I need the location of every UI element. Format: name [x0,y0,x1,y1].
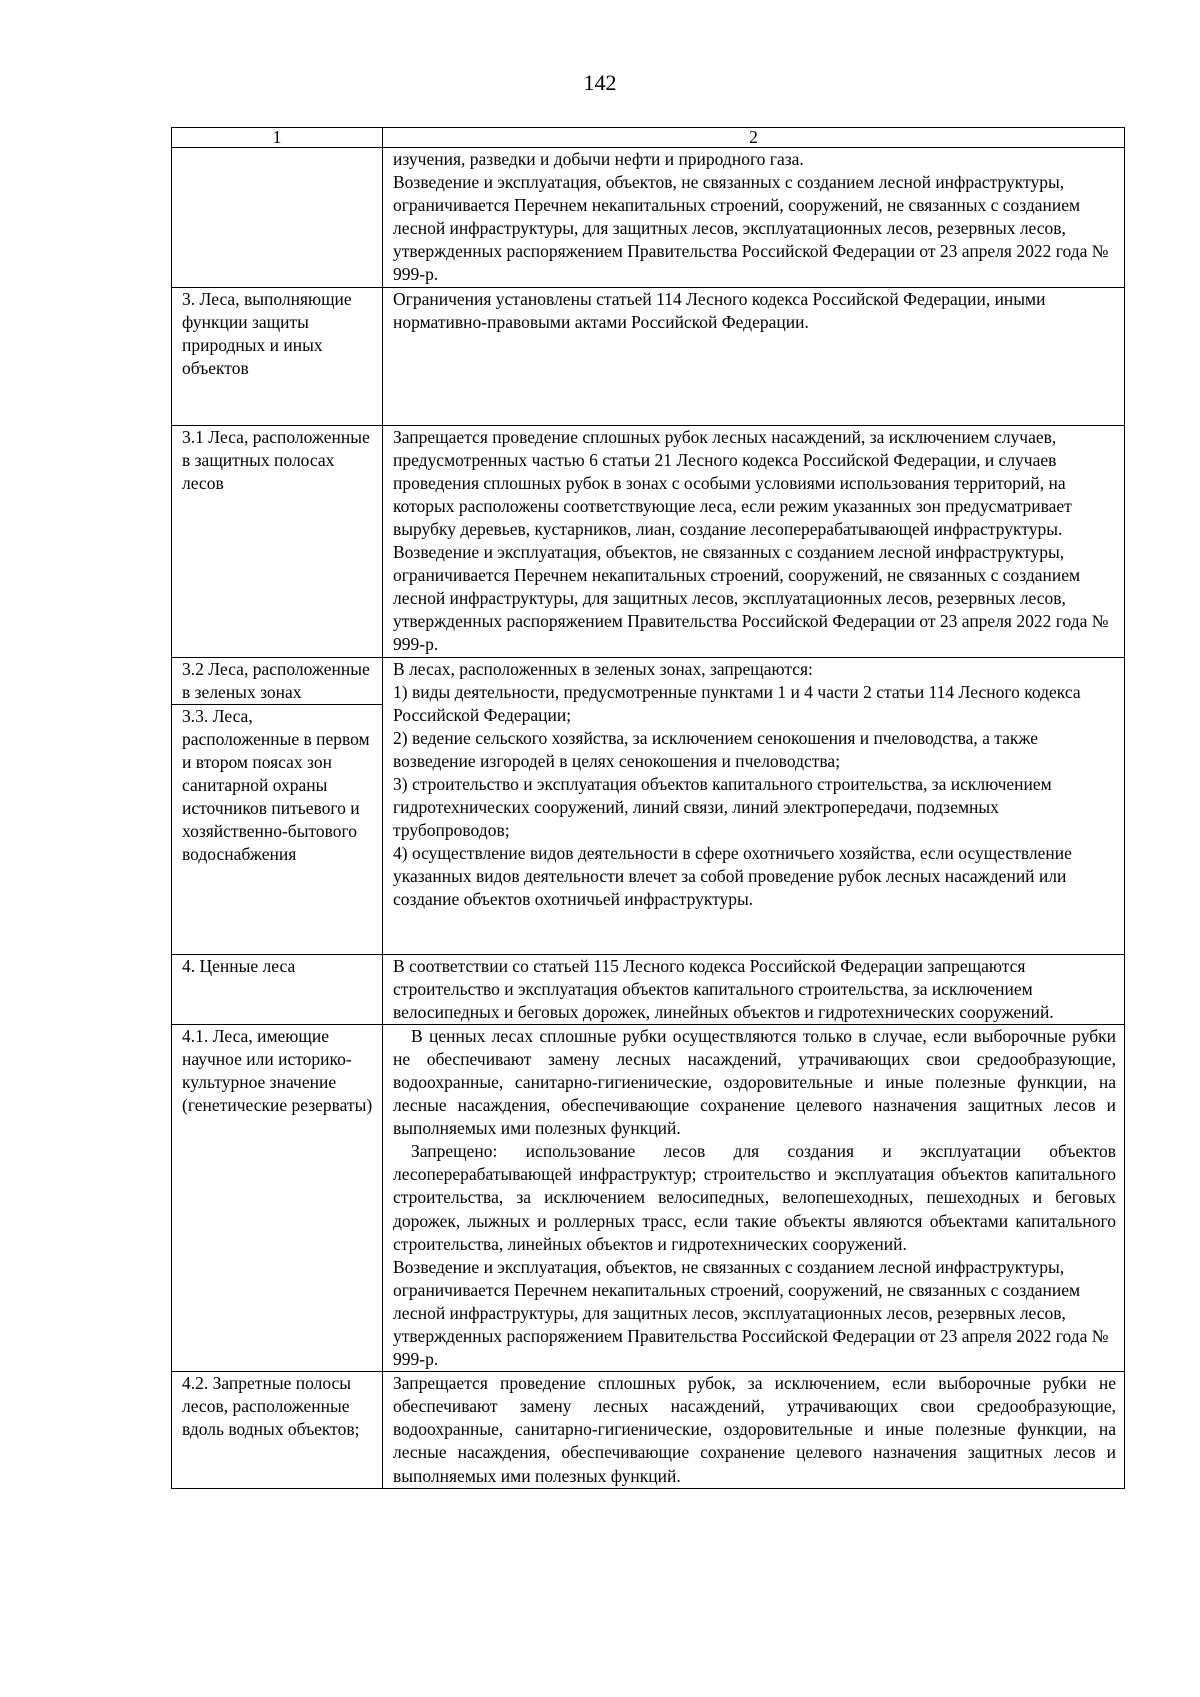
row-description-cell [383,954,1125,1024]
paragraph: Возведение и эксплуатация, объектов, не связанных с созданием лесной инфраструктуры, ограничивается Перечнем некапитальных строений, сооружений, не связанных с созданием лесной инфраструктуры, для защитных лесов, эксплуатационных лесов, резервных лесов, утвержденных распоряжением Правительства Российской Федерации от 23 апреля 2022 года № 999-р. [393,1256,1109,1370]
list-item: 1) виды деятельности, предусмотренные пунктами 1 и 4 части 2 статьи 114 Лесного кодекса Российской Федерации; [393,681,1081,725]
row-category-cell: 4.2. Запретные полосы лесов, расположенные вдоль водных объектов; [172,1372,383,1488]
paragraph: Запрещается проведение сплошных рубок лесных насаждений, за исключением случаев, предусмотренных частью 6 статьи 21 Лесного кодекса Российской Федерации, и случаев проведения сплошных рубок в зонах с особыми условиями использования территорий, на которых расположены соответствующие леса, если режим указанных зон предусматривает вырубку деревьев, кустарников, лиан, создание лесоперерабатывающей инфраструктуры. [393,426,1072,539]
table-row [172,657,1125,954]
paragraph: В ценных лесах сплошные рубки осуществляются только в случае, если выборочные рубки не обеспечивают замену лесных насаждений, утрачивающих свои средообразующие, водоохранные, санитарно-гигиенические, оздоровительные и иные полезные функции, на лесные насаждения, обеспечивающие сохранение целевого назначения защитных лесов и выполняемых ими полезных функций. [393,1025,1116,1139]
table-row [172,1372,1125,1488]
paragraph: Запрещено: использование лесов для создания и эксплуатации объектов лесоперерабатывающей инфраструктур; строительство и эксплуатация объектов капитального строительства, за исключением велосипедных, велопешеходных, пешеходных и беговых дорожек, лыжных и роллерных трасс, если такие объекты являются объектами капитального строительства, линейных объектов и гидротехнических сооружений. [393,1141,1116,1254]
list-item: 3) строительство и эксплуатация объектов капитального строительства, за исключением гидротехнических сооружений, линий связи, линий электропередачи, подземных трубопроводов; [393,773,1052,841]
row-description-cell [383,425,1125,657]
list-item: 2) ведение сельского хозяйства, за исключением сенокошения и пчеловодства, а также возведение изгородей в целях сенокошения и пчеловодства; [393,727,1039,771]
header-cell-1: 1 [172,128,383,148]
row-category-cell [172,148,383,288]
paragraph: Ограничения установлены статьей 114 Лесного кодекса Российской Федерации, иными нормативно-правовыми актами Российской Федерации. [393,288,1046,332]
row-description-cell [383,657,1125,954]
category-green-zones: 3.2 Леса, расположенные в зеленых зонах [182,658,370,702]
table-row [172,954,1125,1024]
row-category-cell: 3.1 Леса, расположенные в защитных полосах лесов [172,425,383,657]
row-description-cell [383,1372,1125,1488]
list-item: 4) осуществление видов деятельности в сфере охотничьего хозяйства, если осуществление указанных видов деятельности влечет за собой проведение рубок лесных насаждений или создание объектов охотничьей инфраструктуры. [393,843,1072,910]
page-number: 142 [583,70,617,95]
category-sanitary-zones: 3.3. Леса, расположенные в первом и втором поясах зон санитарной охраны источников питьевого и хозяйственно-бытового водоснабжения [172,704,382,867]
row-category-cell: 4.1. Леса, имеющие научное или историко-культурное значение (генетические резерваты) [172,1024,383,1371]
table-header-row [172,128,1125,148]
row-description-cell [383,1024,1125,1371]
paragraph: Возведение и эксплуатация, объектов, не связанных с созданием лесной инфраструктуры, ограничивается Перечнем некапитальных строений, сооружений, не связанных с созданием лесной инфраструктуры, для защитных лесов, эксплуатационных лесов, резервных лесов, утвержденных распоряжением Правительства Российской Федерации от 23 апреля 2022 года № 999-р. [393,172,1109,285]
paragraph: В соответствии со статьей 115 Лесного кодекса Российской Федерации запрещаются строительство и эксплуатация объектов капитального строительства, за исключением велосипедных и беговых дорожек, линейных объектов и гидротехнических сооружений. [393,955,1054,1022]
table-row [172,148,1125,288]
paragraph: Возведение и эксплуатация, объектов, не связанных с созданием лесной инфраструктуры, ограничивается Перечнем некапитальных строений, сооружений, не связанных с созданием лесной инфраструктуры, для защитных лесов, эксплуатационных лесов, резервных лесов, утвержденных распоряжением Правительства Российской Федерации от 23 апреля 2022 года № 999-р. [393,542,1109,655]
table-row [172,425,1125,657]
paragraph: Запрещается проведение сплошных рубок, за исключением, если выборочные рубки не обеспечивают замену лесных насаждений, утрачивающих свои средообразующие, водоохранные, санитарно-гигиенические, оздоровительные и иные полезные функции, на лесные насаждения, обеспечивающие сохранение целевого назначения защитных лесов и выполняемых ими полезных функций. [393,1373,1116,1486]
table-row [172,287,1125,425]
row-description-cell [383,287,1125,425]
row-description-cell [383,148,1125,288]
row-category-cell [172,657,383,954]
header-cell-2: 2 [383,128,1125,148]
paragraph: изучения, разведки и добычи нефти и природного газа. [393,149,804,169]
row-category-cell: 4. Ценные леса [172,954,383,1024]
restrictions-table [171,127,1125,1489]
row-category-cell: 3. Леса, выполняющие функции защиты природных и иных объектов [172,287,383,425]
table-row [172,1024,1125,1371]
paragraph: В лесах, расположенных в зеленых зонах, запрещаются: [393,658,813,679]
